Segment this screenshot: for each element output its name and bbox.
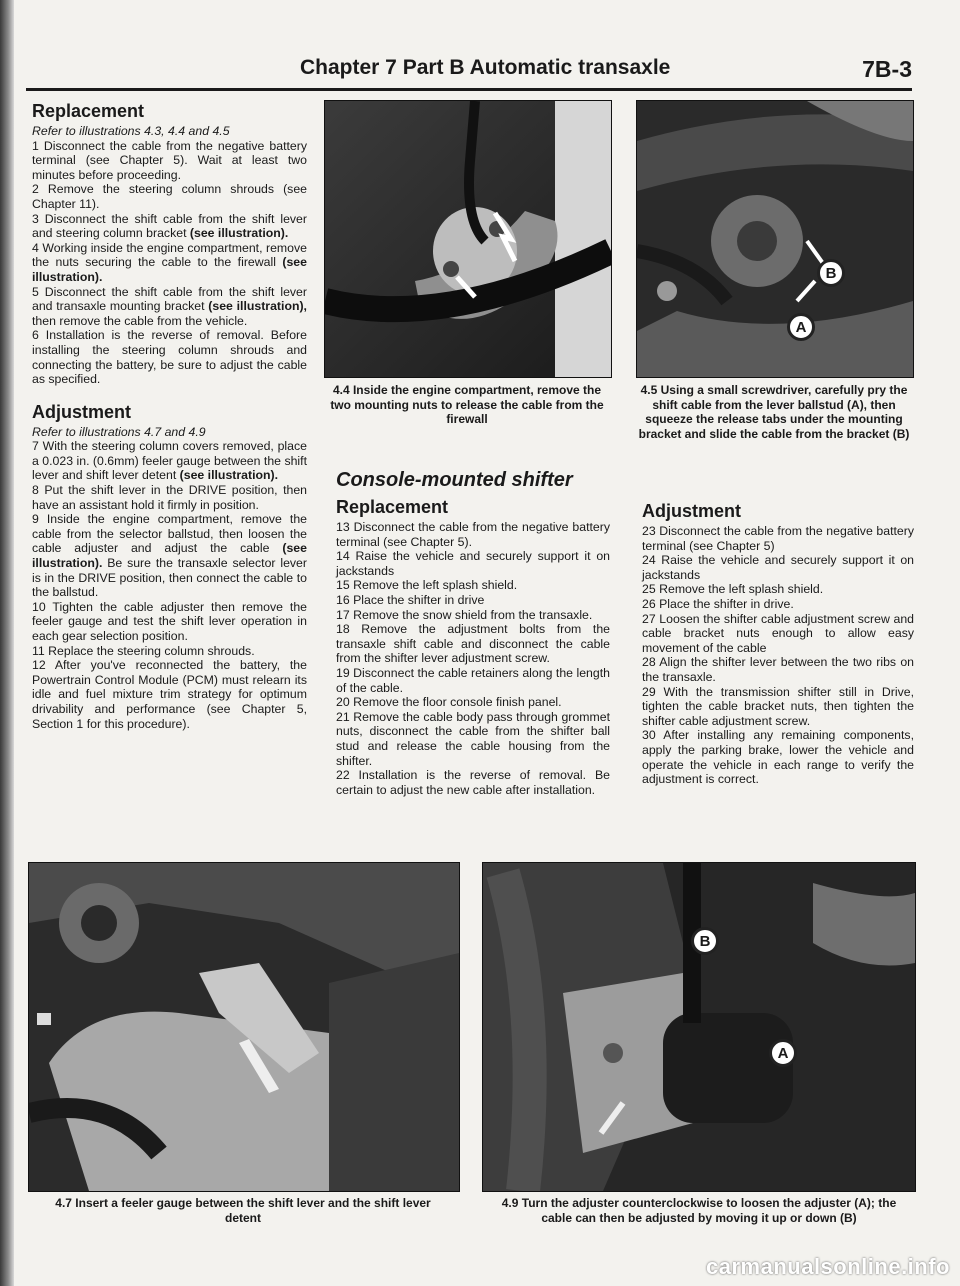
caption-4-5: 4.5 Using a small screwdriver, carefully pry the shift cable from the lever ballstud (A), then squeeze the release tabs under the mounting bracket and slide the cable from the bracket (B) — [638, 383, 910, 441]
step-1: 1 Disconnect the cable from the negative battery terminal (see Chapter 5). Wait at least two minutes before proceeding. — [32, 138, 307, 182]
ref-illustrations: Refer to illustrations 4.3, 4.4 and 4.5 — [32, 124, 230, 138]
photo-4-4 — [324, 100, 612, 378]
step-24: 24 Raise the vehicle and securely support it on jackstands — [642, 553, 914, 582]
caption-4-7: 4.7 Insert a feeler gauge between the shift lever and the shift lever detent — [55, 1196, 431, 1225]
step-19: 19 Disconnect the cable retainers along the length of the cable. — [336, 665, 610, 695]
step-10: 10 Tighten the cable adjuster then remove the feeler gauge and test the shift lever operation in each gear selection position. — [32, 599, 307, 643]
step-30: 30 After installing any remaining components, apply the parking brake, lower the vehicle and operate the vehicle in each range to verify the adjustment is correct. — [642, 728, 914, 787]
step-23: 23 Disconnect the cable from the negative battery terminal (see Chapter 5) — [642, 524, 914, 553]
step-20: 20 Remove the floor console finish panel. — [336, 695, 562, 710]
page-number: 7B-3 — [862, 56, 912, 82]
step-25: 25 Remove the left splash shield. — [642, 582, 824, 597]
photo-4-5 — [636, 100, 914, 378]
step-11: 11 Replace the steering column shrouds. — [32, 643, 255, 658]
photo-4-9 — [482, 862, 916, 1192]
chapter-title: Chapter 7 Part B Automatic transaxle — [300, 56, 671, 79]
marker-b-2: B — [691, 927, 719, 955]
step-29: 29 With the transmission shifter still in Drive, tighten the cable bracket nuts, then tighten the shifter cable adjustment screw. — [642, 684, 914, 728]
photo-4-5-image — [637, 101, 913, 377]
photo-4-7 — [28, 862, 460, 1192]
step-17: 17 Remove the snow shield from the transaxle. — [336, 607, 593, 622]
step-5: 5 Disconnect the shift cable from the shift lever and transaxle mounting bracket (see illustration), then remove the cable from the vehicle. — [32, 284, 307, 328]
page-binding-edge — [0, 0, 14, 1286]
watermark-text: carmanualsonline.info — [706, 1254, 950, 1279]
step-3: 3 Disconnect the shift cable from the shift lever and steering column bracket (see illustration). — [32, 211, 307, 241]
step-9: 9 Inside the engine compartment, remove the cable from the selector ballstud, then loosen the cable adjuster and adjust the cable (see illustration). Be sure the transaxle selector lever is in the DRIVE position, then connect the cable to the ballstud. — [32, 512, 307, 600]
photo-4-9-image — [483, 863, 915, 1191]
step-26: 26 Place the shifter in drive. — [642, 596, 794, 611]
column-3 — [642, 500, 914, 787]
header-rule — [26, 88, 912, 91]
column-1 — [32, 100, 307, 731]
heading-replacement-2: Replacement — [336, 497, 449, 517]
column-2 — [336, 468, 610, 797]
step-22: 22 Installation is the reverse of removal. Be certain to adjust the new cable after installation. — [336, 768, 610, 797]
marker-b: B — [817, 259, 845, 287]
step-16: 16 Place the shifter in drive — [336, 592, 485, 607]
step-8: 8 Put the shift lever in the DRIVE position, then have an assistant hold it firmly in position. — [32, 483, 307, 512]
step-13: 13 Disconnect the cable from the negative battery terminal (see Chapter 5). — [336, 520, 610, 549]
ref-illustrations-2: Refer to illustrations 4.7 and 4.9 — [32, 424, 206, 439]
step-15: 15 Remove the left splash shield. — [336, 578, 518, 593]
photo-4-4-image — [325, 101, 611, 377]
step-2: 2 Remove the steering column shrouds (see Chapter 11). — [32, 182, 307, 211]
heading-adjustment-2: Adjustment — [642, 501, 741, 521]
step-4: 4 Working inside the engine compartment, remove the nuts securing the cable to the firewall (see illustration). — [32, 240, 307, 284]
heading-console-mounted-shifter: Console-mounted shifter — [336, 469, 573, 491]
step-12: 12 After you've reconnected the battery, the Powertrain Control Module (PCM) must relearn its idle and fuel mixture trim strategy for optimum drivability and performance (see Chapter 5, Section 1 for this procedure). — [32, 658, 307, 731]
step-21: 21 Remove the cable body pass through grommet nuts, disconnect the cable from the shifter ball stud and release the cable housing from the shifter. — [336, 709, 610, 768]
marker-a: A — [787, 313, 815, 341]
marker-a-2: A — [769, 1039, 797, 1067]
caption-4-4: 4.4 Inside the engine compartment, remove the two mounting nuts to release the cable from the firewall — [330, 383, 604, 426]
step-27: 27 Loosen the shifter cable adjustment screw and cable bracket nuts enough to allow easy movement of the cable — [642, 611, 914, 655]
step-28: 28 Align the shifter lever between the two ribs on the transaxle. — [642, 655, 914, 684]
step-14: 14 Raise the vehicle and securely support it on jackstands — [336, 549, 610, 578]
photo-4-7-image — [29, 863, 459, 1191]
step-18: 18 Remove the adjustment bolts from the transaxle shift cable and disconnect the cable from the shifter lever adjustment screw. — [336, 622, 610, 666]
step-6: 6 Installation is the reverse of removal. Before installing the steering column shrouds and connecting the battery, be sure to adjust the cable as specified. — [32, 328, 307, 387]
caption-4-9: 4.9 Turn the adjuster counterclockwise to loosen the adjuster (A); the cable can then be adjusted by moving it up or down (B) — [501, 1196, 897, 1225]
page-header — [300, 56, 912, 90]
step-7: 7 With the steering column covers removed, place a 0.023 in. (0.6mm) feeler gauge between the shift lever and shift lever detent (see illustration). — [32, 439, 307, 483]
heading-adjustment: Adjustment — [32, 401, 131, 422]
heading-replacement: Replacement — [32, 101, 145, 121]
